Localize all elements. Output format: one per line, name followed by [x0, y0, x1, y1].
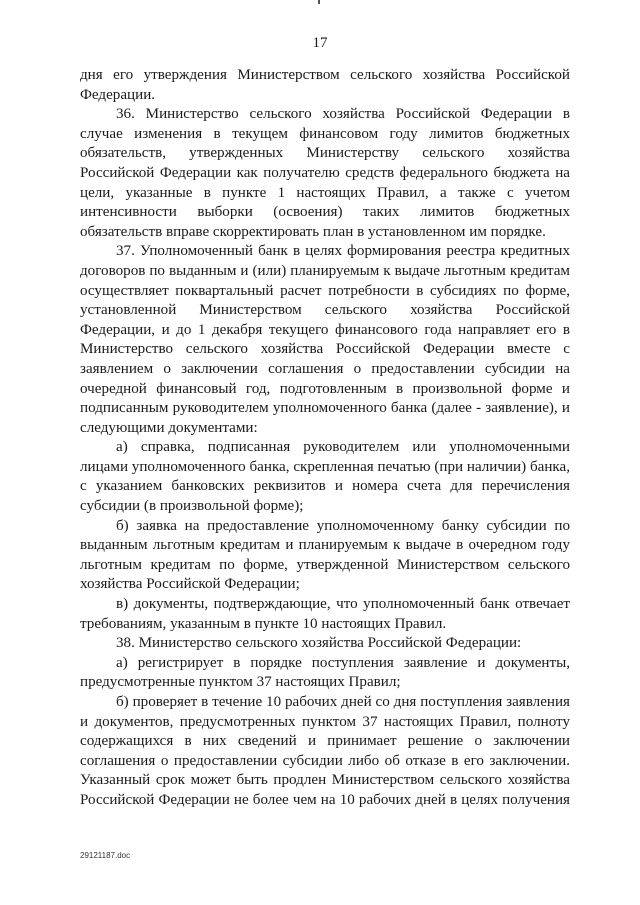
footer-file-code: 29121187.doc [80, 851, 131, 860]
paragraph-37: 37. Уполномоченный банк в целях формирования реестра кредитных договоров по выданным и (или) планируемым к выдаче льготным кредитам осуществляет поквартальный расчет потребности в субсидиях по форме, установленной Министерством сельского хозяйства Российской Федерации, и до 1 декабря текущего финансового года направляет его в Министерство сельского хозяйства Российской Федерации вместе с заявлением о заключении соглашения о предоставлении субсидии на очередной финансовый год, подготовленным в произвольной форме и подписанным руководителем уполномоченного банка (далее - заявление), и следующими документами: [80, 243, 570, 436]
paragraph-37-item-b: б) заявка на предоставление уполномоченному банку субсидии по выданным льготным кредитам и планируемым к выдаче в очередном году льготным кредитам по форме, утвержденной Министерством сельского хозяйства Российской Федерации; [80, 517, 570, 593]
page-number: 17 [312, 35, 328, 51]
top-edge-mark [318, 0, 320, 4]
paragraph-38-item-b: б) проверяет в течение 10 рабочих дней со дня поступления заявления и документов, предусмотренных пунктом 37 настоящих Правил, полноту содержащихся в них сведений и принимает решение о заключении соглашения о предоставлении субсидии либо об отказе в его заключении. Указанный срок может быть продлен Министерством сельского хозяйства Российской Федерации не более чем на 10 рабочих дней в целях получения [80, 694, 570, 808]
paragraph-37-item-v: в) документы, подтверждающие, что уполномоченный банк отвечает требованиям, указанным в пункте 10 настоящих Правил. [80, 596, 570, 632]
document-body [80, 66, 570, 811]
paragraph-continuation: дня его утверждения Министерством сельского хозяйства Российской Федерации. [80, 67, 570, 103]
paragraph-36: 36. Министерство сельского хозяйства Российской Федерации в случае изменения в текущем финансовом году лимитов бюджетных обязательств, утвержденных Министерству сельского хозяйства Российской Федерации как получателю средств федерального бюджета на цели, указанные в пункте 1 настоящих Правил, а также с учетом интенсивности выборки (освоения) таких лимитов бюджетных обязательств вправе скорректировать план в установленном им порядке. [80, 106, 570, 240]
paragraph-37-item-a: а) справка, подписанная руководителем или уполномоченными лицами уполномоченного банка, скрепленная печатью (при наличии) банка, с указанием банковских реквизитов и номера счета для перечисления субсидии (в произвольной форме); [80, 439, 570, 515]
paragraph-38: 38. Министерство сельского хозяйства Российской Федерации: [116, 635, 522, 652]
paragraph-38-item-a: а) регистрирует в порядке поступления заявление и документы, предусмотренные пунктом 37 настоящих Правил; [80, 654, 570, 691]
